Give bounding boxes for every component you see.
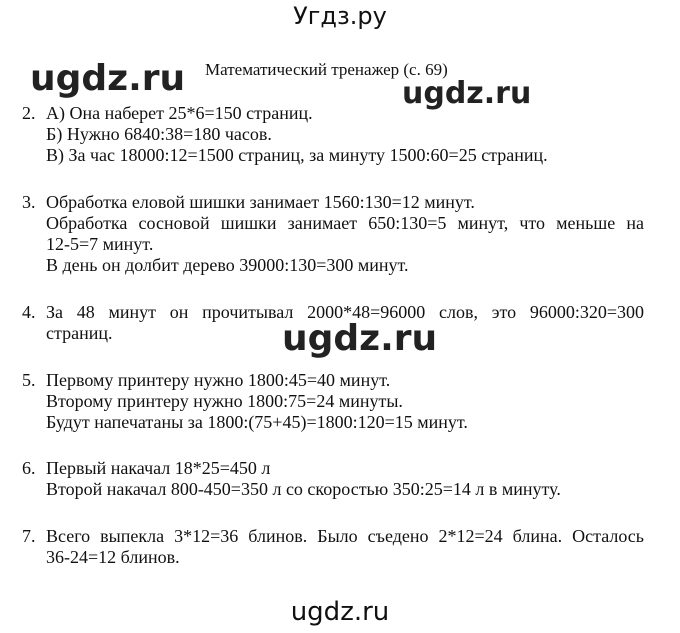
item-text	[46, 458, 644, 500]
text-line: Будут напечатаны за 1800:(75+45)=1800:120=15 минут.	[46, 412, 468, 432]
item-number: 4.	[22, 302, 36, 322]
text-line: В) За час 18000:12=1500 страниц, за минуту 1500:60=25 страниц.	[46, 145, 548, 165]
text-line: страниц.	[46, 323, 113, 343]
text-line: За 48 минут он прочитывал 2000*48=96000 слов, это 96000:320=300	[46, 302, 644, 322]
text-line: Второму принтеру нужно 1800:75=24 минуты.	[46, 391, 403, 411]
item-text	[46, 192, 644, 276]
item-text	[46, 526, 644, 568]
text-line: Обработка еловой шишки занимает 1560:130=12 минут.	[46, 192, 475, 212]
item-text	[46, 370, 644, 433]
document-title: Математический тренажер (с. 69)	[205, 60, 448, 79]
text-line: 12-5=7 минут.	[46, 234, 154, 254]
text-line: В день он долбит дерево 39000:130=300 минут.	[46, 255, 409, 275]
item-number: 2.	[22, 103, 36, 123]
watermark: ugdz.ru	[30, 58, 186, 99]
item-number: 7.	[22, 526, 36, 546]
item-number: 6.	[22, 458, 36, 478]
text-line: Первый накачал 18*25=450 л	[46, 458, 271, 478]
item-text	[46, 103, 644, 166]
text-line: А) Она наберет 25*6=150 страниц.	[46, 103, 313, 123]
footer-site-name: ugdz.ru	[290, 597, 390, 627]
watermark: ugdz.ru	[402, 76, 532, 111]
item-number: 3.	[22, 192, 36, 212]
text-line: Б) Нужно 6840:38=180 часов.	[46, 124, 272, 144]
site-header-title: Угдз.ру	[293, 2, 387, 30]
text-line: Второй накачал 800-450=350 л со скоростью 350:25=14 л в минуту.	[46, 479, 561, 499]
text-line: Всего выпекла 3*12=36 блинов. Было съедено 2*12=24 блина. Осталось	[46, 526, 644, 546]
text-line: 36-24=12 блинов.	[46, 547, 180, 567]
text-line: Первому принтеру нужно 1800:45=40 минут.	[46, 370, 391, 390]
text-line: Обработка сосновой шишки занимает 650:130=5 минут, что меньше на	[46, 213, 644, 233]
watermark: ugdz.ru	[282, 318, 438, 359]
item-number: 5.	[22, 370, 36, 390]
